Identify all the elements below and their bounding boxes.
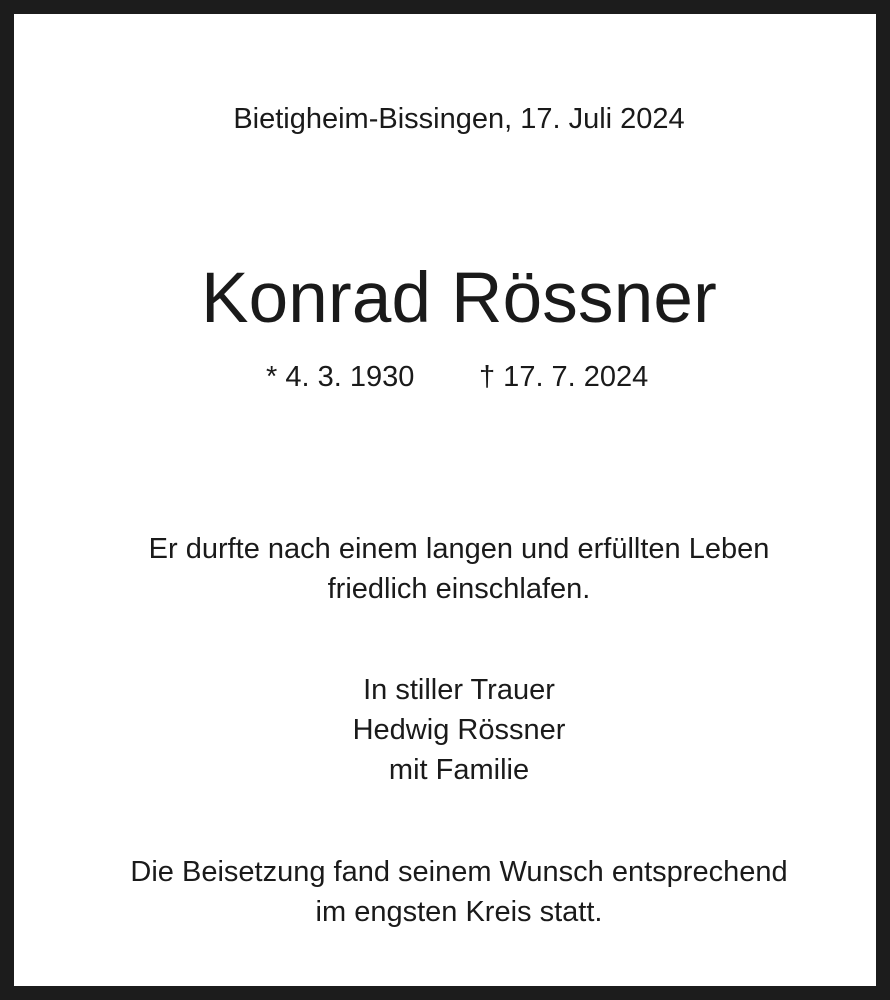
funeral-note-line: Die Beisetzung fand seinem Wunsch entsprechend xyxy=(130,856,788,888)
mourner-name: Hedwig Rössner xyxy=(352,714,566,746)
mourner-family: mit Familie xyxy=(388,754,530,786)
funeral-note-line: im engsten Kreis statt. xyxy=(315,896,603,928)
farewell-message-line: Er durfte nach einem langen und erfüllten Leben xyxy=(148,533,770,565)
deceased-name: Konrad Rössner xyxy=(201,259,717,338)
place-date-line: Bietigheim-Bissingen, 17. Juli 2024 xyxy=(233,103,685,135)
funeral-note xyxy=(14,852,890,932)
farewell-message xyxy=(14,529,890,609)
mourning-phrase: In stiller Trauer xyxy=(363,674,555,706)
birth-date: * 4. 3. 1930 xyxy=(266,361,415,393)
mourners-block xyxy=(14,670,890,790)
death-date: † 17. 7. 2024 xyxy=(479,361,649,393)
farewell-message-line: friedlich einschlafen. xyxy=(327,573,591,605)
